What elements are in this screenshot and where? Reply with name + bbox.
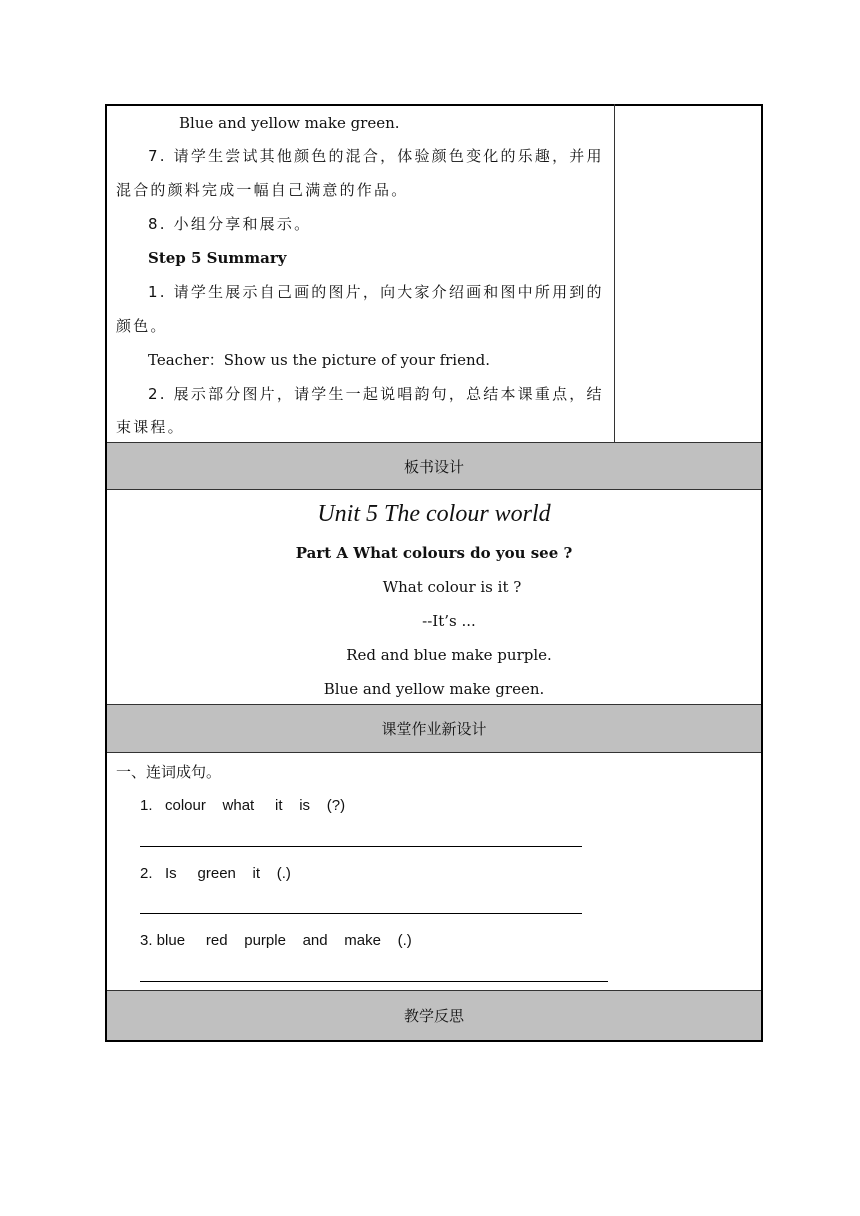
exercise-item: 3. blue red purple and make (.) (140, 932, 412, 949)
procedure-line: Blue and yellow make green. (179, 114, 400, 132)
procedure-line: 混合的颜料完成一幅自己满意的作品。 (116, 181, 409, 199)
step-heading: Step 5 Summary (148, 249, 287, 267)
answer-line (140, 981, 608, 982)
board-line: Red and blue make purple. (346, 646, 552, 664)
answer-line (140, 846, 582, 847)
answer-line (140, 913, 582, 914)
exercise-item: 1. colour what it is (?) (140, 797, 346, 814)
row-divider (107, 489, 761, 490)
board-line: --It’s ... (422, 612, 476, 630)
row-divider (107, 752, 761, 753)
procedure-line: Teacher：Show us the picture of your friend. (148, 351, 490, 369)
board-line: What colour is it ? (382, 578, 522, 596)
exercise-item: 2. Is green it (.) (140, 865, 291, 882)
procedure-line: 2. 展示部分图片，请学生一起说唱韵句，总结本课重点，结 (148, 385, 604, 403)
procedure-line: 颜色。 (116, 317, 168, 335)
procedure-line: 束课程。 (116, 418, 185, 436)
column-divider (614, 104, 615, 442)
procedure-line: 7. 请学生尝试其他颜色的混合，体验颜色变化的乐趣，并用 (148, 147, 604, 165)
homework-section-title: 一、连词成句。 (116, 763, 222, 781)
board-line: Blue and yellow make green. (323, 680, 545, 698)
board-part: Part A What colours do you see ? (295, 544, 573, 562)
homework-header: 课堂作业新设计 (107, 705, 761, 752)
procedure-line: 1. 请学生展示自己画的图片，向大家介绍画和图中所用到的 (148, 283, 604, 301)
board-design-header: 板书设计 (107, 443, 761, 489)
board-title: Unit 5 The colour world (317, 501, 551, 527)
reflection-header: 教学反思 (107, 991, 761, 1040)
lesson-plan-table (105, 104, 763, 1042)
procedure-line: 8. 小组分享和展示。 (148, 215, 312, 233)
